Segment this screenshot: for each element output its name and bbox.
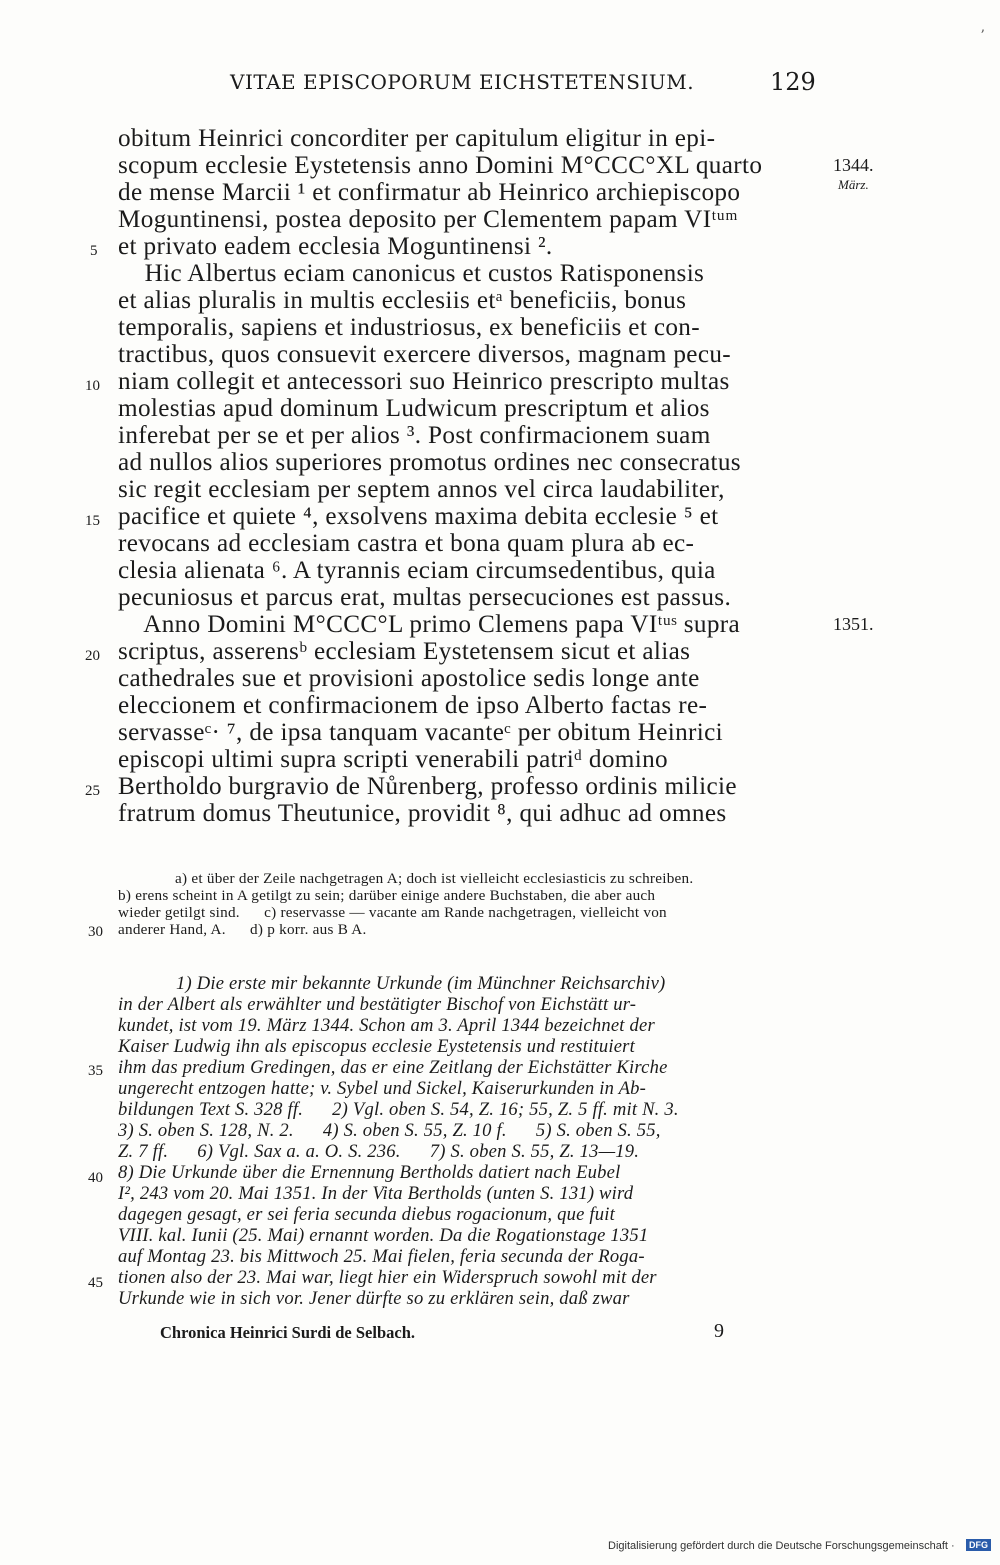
critical-note-line: a) et über der Zeile nachgetragen A; doch ist vielleicht ecclesiasticis zu schreiben. bbox=[175, 870, 694, 887]
commentary-note-line: in der Albert als erwählter und bestätigter Bischof von Eichstätt ur- bbox=[118, 994, 637, 1015]
dfg-logo: DFG bbox=[966, 1539, 991, 1551]
text-line: pecuniosus et parcus erat, multas persecuciones est passus. bbox=[118, 584, 732, 611]
text-line: tractibus, quos consuevit exercere diversos, magnam pecu- bbox=[118, 341, 732, 368]
commentary-note-line: dagegen gesagt, er sei feria secunda diebus rogacionum, que fuit bbox=[118, 1204, 616, 1225]
text-line: obitum Heinrici concorditer per capitulum eligitur in epi- bbox=[118, 125, 716, 152]
text-line: sic regit ecclesiam per septem annos vel circa laudabiliter, bbox=[118, 476, 725, 503]
commentary-note-line: ihm das predium Gredingen, das er eine Zeitlang der Eichstätter Kirche bbox=[118, 1057, 668, 1078]
text-line: et alias pluralis in multis ecclesiis etᵃ beneficiis, bonus bbox=[118, 287, 687, 314]
line-number: 40 bbox=[88, 1170, 103, 1186]
commentary-note-line: VIII. kal. Iunii (25. Mai) ernannt worden. Da die Rogationstage 1351 bbox=[118, 1225, 649, 1246]
critical-note-line: b) erens scheint in A getilgt zu sein; darüber einige andere Buchstaben, die aber auch bbox=[118, 887, 656, 904]
line-number: 20 bbox=[85, 648, 100, 664]
commentary-note-line: 3) S. oben S. 128, N. 2. 4) S. oben S. 55, Z. 10 f. 5) S. oben S. 55, bbox=[118, 1120, 661, 1141]
text-line: servasseᶜ· ⁷, de ipsa tanquam vacanteᶜ per obitum Heinrici bbox=[118, 719, 723, 746]
line-number: 45 bbox=[88, 1275, 103, 1291]
corner-mark: ʼ bbox=[980, 28, 985, 44]
line-number: 25 bbox=[85, 783, 100, 799]
margin-month: März. bbox=[838, 177, 869, 192]
text-line: et privato eadem ecclesia Moguntinensi ². bbox=[118, 233, 553, 260]
text-line: niam collegit et antecessori suo Heinrico prescripto multas bbox=[118, 368, 730, 395]
commentary-note-line: I², 243 vom 20. Mai 1351. In der Vita Bertholds (unten S. 131) wird bbox=[118, 1183, 634, 1204]
text-line: inferebat per se et per alios ³. Post confirmacionem suam bbox=[118, 422, 711, 449]
commentary-note-line: ungerecht entzogen hatte; v. Sybel und Sickel, Kaiserurkunden in Ab- bbox=[118, 1078, 647, 1099]
commentary-note-line: tionen also der 23. Mai war, liegt hier ein Widerspruch sowohl mit der bbox=[118, 1267, 657, 1288]
text-line: scopum ecclesie Eystetensis anno Domini M°CCC°XL quarto bbox=[118, 152, 763, 179]
digitization-credit: Digitalisierung gefördert durch die Deutsche Forschungsgemeinschaft · bbox=[608, 1540, 955, 1552]
critical-note-line: anderer Hand, A. d) p korr. aus B A. bbox=[118, 921, 367, 938]
text-line: ad nullos alios superiores promotus ordines nec consecratus bbox=[118, 449, 741, 476]
commentary-note-line: auf Montag 23. bis Mittwoch 25. Mai fielen, feria secunda der Roga- bbox=[118, 1246, 645, 1267]
text-line: de mense Marcii ¹ et confirmatur ab Heinrico archiepiscopo bbox=[118, 179, 741, 206]
text-line: temporalis, sapiens et industriosus, ex beneficiis et con- bbox=[118, 314, 700, 341]
critical-note-line: wieder getilgt sind. c) reservasse — vacante am Rande nachgetragen, vielleicht von bbox=[118, 904, 667, 921]
commentary-note-line: bildungen Text S. 328 ff. 2) Vgl. oben S. 54, Z. 16; 55, Z. 5 ff. mit N. 3. bbox=[118, 1099, 679, 1120]
text-line: Moguntinensi, postea deposito per Clementem papam VIᵗᵘᵐ bbox=[118, 206, 738, 233]
text-line: eleccionem et confirmacionem de ipso Alberto factas re- bbox=[118, 692, 708, 719]
commentary-note-line: Urkunde wie in sich vor. Jener dürfte so zu erklären sein, daß zwar bbox=[118, 1288, 630, 1309]
text-line: fratrum domus Theutunice, providit ⁸, qui adhuc ad omnes bbox=[118, 800, 727, 827]
commentary-note-line: Z. 7 ff. 6) Vgl. Sax a. a. O. S. 236. 7) S. oben S. 55, Z. 13—19. bbox=[118, 1141, 640, 1162]
text-line: scriptus, asserensᵇ ecclesiam Eystetensem sicut et alias bbox=[118, 638, 691, 665]
line-number: 35 bbox=[88, 1063, 103, 1079]
text-line: pacifice et quiete ⁴, exsolvens maxima debita ecclesie ⁵ et bbox=[118, 503, 719, 530]
line-number: 30 bbox=[88, 924, 103, 940]
text-line: Anno Domini M°CCC°L primo Clemens papa VIᵗᵘˢ supra bbox=[118, 611, 741, 638]
text-line: clesia alienata ⁶. A tyrannis eciam circumsedentibus, quia bbox=[118, 557, 716, 584]
margin-year: 1351. bbox=[833, 614, 874, 634]
text-line: episcopi ultimi supra scripti venerabili patriᵈ domino bbox=[118, 746, 668, 773]
commentary-note-line: Kaiser Ludwig ihn als episcopus ecclesie Eystetensis und restituiert bbox=[118, 1036, 635, 1057]
text-line: cathedrales sue et provisioni apostolice sedis longe ante bbox=[118, 665, 700, 692]
line-number: 5 bbox=[90, 243, 98, 259]
text-line: molestias apud dominum Ludwicum prescriptum et alios bbox=[118, 395, 710, 422]
text-line: Bertholdo burgravio de Nůrenberg, professo ordinis milicie bbox=[118, 773, 737, 800]
series-title: Chronica Heinrici Surdi de Selbach. bbox=[160, 1323, 416, 1342]
margin-year: 1344. bbox=[833, 155, 874, 175]
page-number: 129 bbox=[770, 68, 816, 96]
signature-mark: 9 bbox=[714, 1320, 724, 1342]
line-number: 10 bbox=[85, 378, 100, 394]
text-line: revocans ad ecclesiam castra et bona quam plura ab ec- bbox=[118, 530, 695, 557]
running-title: VITAE EPISCOPORUM EICHSTETENSIUM. bbox=[230, 70, 695, 94]
commentary-note-line: 1) Die erste mir bekannte Urkunde (im Münchner Reichsarchiv) bbox=[176, 973, 666, 994]
commentary-note-line: 8) Die Urkunde über die Ernennung Bertholds datiert nach Eubel bbox=[118, 1162, 621, 1183]
line-number: 15 bbox=[85, 513, 100, 529]
text-line: Hic Albertus eciam canonicus et custos Ratisponensis bbox=[118, 260, 705, 287]
commentary-note-line: kundet, ist vom 19. März 1344. Schon am 3. April 1344 bezeichnet der bbox=[118, 1015, 655, 1036]
